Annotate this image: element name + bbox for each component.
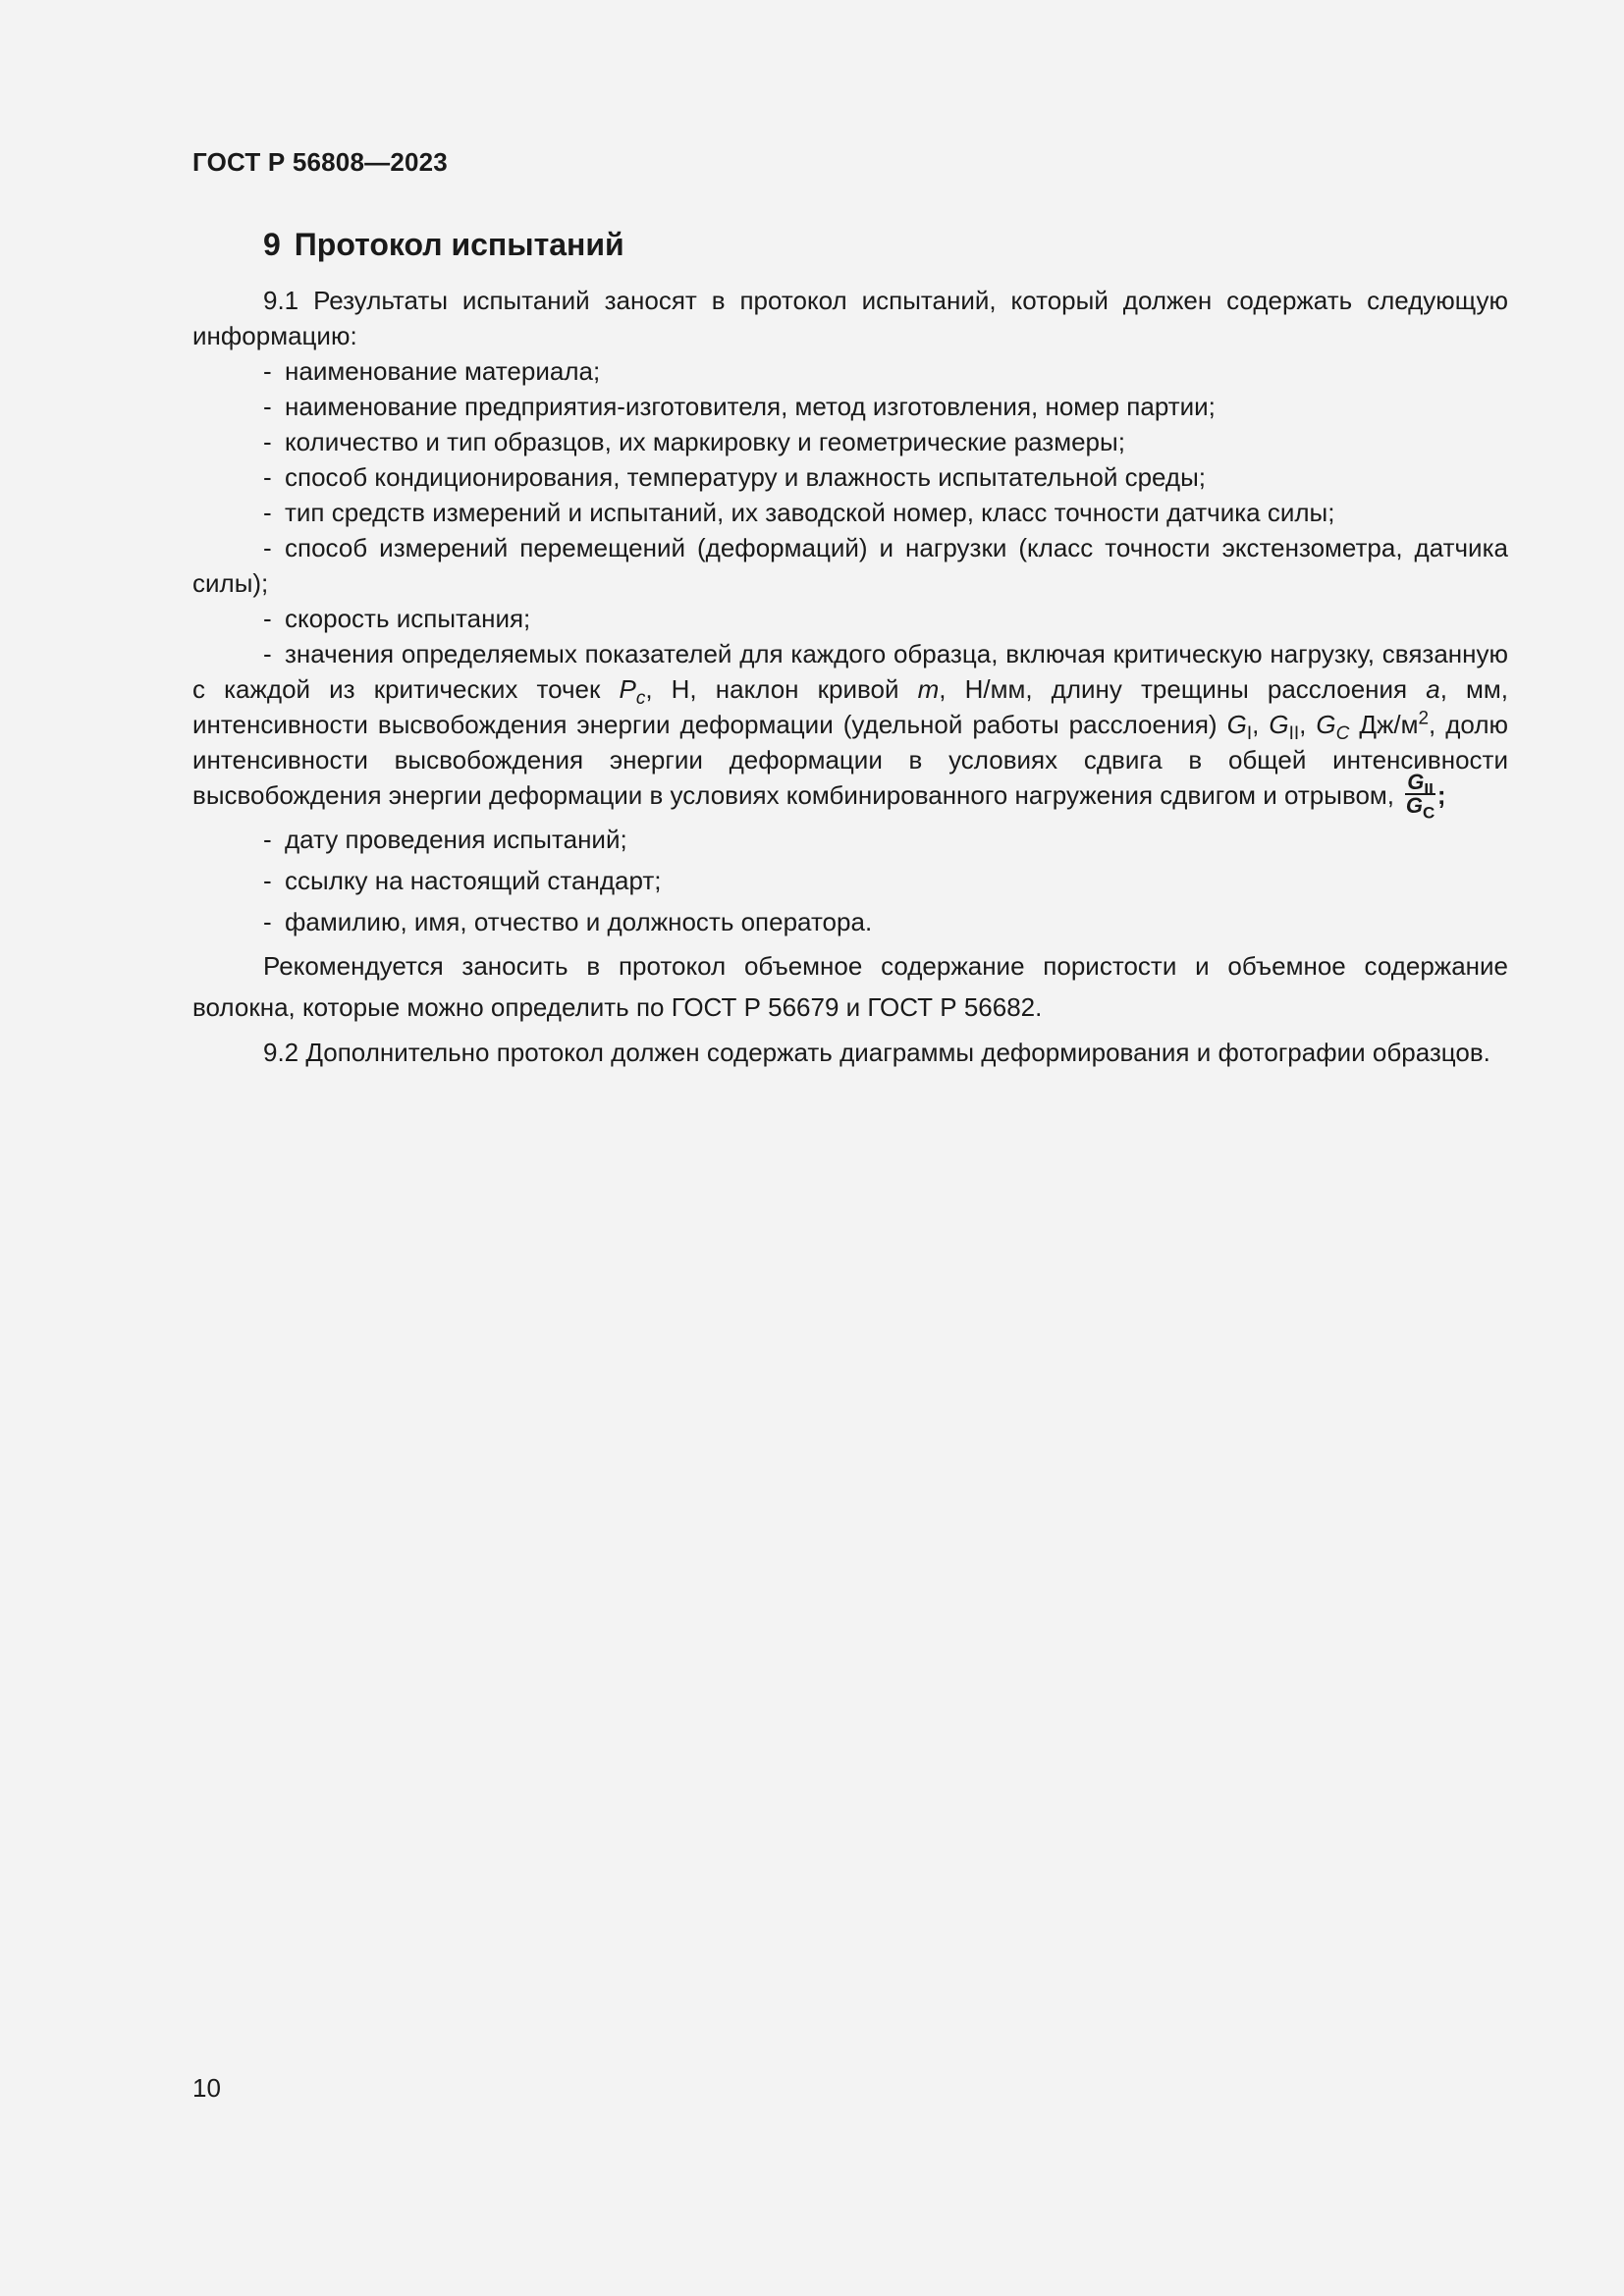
recommendation-paragraph: Рекомендуется заносить в протокол объемное содержание пористости и объемное содержание волокна, которые можно определить по ГОСТ Р 56679 и ГОСТ Р 56682. <box>192 951 1508 1023</box>
list-dash: - <box>263 392 272 421</box>
list-item: - способ измерений перемещений (деформаций) и нагрузки (класс точности экстензометра, датчика силы); <box>192 530 1508 601</box>
list-dash: - <box>263 866 272 896</box>
list-dash: - <box>263 825 272 855</box>
list-dash: - <box>263 498 272 527</box>
list-item: - количество и тип образцов, их маркировку и геометрические размеры; <box>192 424 1508 459</box>
list-dash: - <box>263 639 272 668</box>
list-item-values: - значения определяемых показателей для каждого образца, включая критическую нагрузку, связанную с каждой из критических точек $P_c$, Н, наклон кривой m, Н/мм, длину трещины расслоения a, мм, интенсивности высвобождения энергии деформации (удельной работы расслоения) $G_I$, $G_{II}$, $G_C$ $Дж/м^2$, долю интенсивности высвобождения энергии деформации в условиях сдвига в общей интенсивности высвобождения энергии деформации в условиях комбинированного нагружения сдвигом и отрывом, $\frac{G_{II}}{G_C}$ ; <box>192 636 1508 816</box>
list-item: - дату проведения испытаний; <box>192 822 1508 857</box>
list-dash: - <box>263 356 272 386</box>
section-title: Протокол испытаний <box>294 227 624 262</box>
section-number: 9 <box>263 227 281 262</box>
list-item: - тип средств измерений и испытаний, их заводской номер, класс точности датчика силы; <box>192 495 1508 530</box>
list-item: - скорость испытания; <box>192 601 1508 636</box>
list-item: - наименование материала; <box>192 353 1508 389</box>
list-dash: - <box>263 533 272 562</box>
list-dash: - <box>263 462 272 492</box>
list-dash: - <box>263 907 272 937</box>
paragraph-9-2: 9.2 Дополнительно протокол должен содержать диаграммы деформирования и фотографии образцов. <box>263 1038 1490 1068</box>
page-number: 10 <box>192 2073 221 2103</box>
list-dash: - <box>263 427 272 456</box>
fraction-gii-over-gc: $\frac{G_{II}}{G_C}$ <box>1405 770 1435 823</box>
document-code-header: ГОСТ Р 56808—2023 <box>192 147 448 177</box>
page-content <box>192 224 1508 1073</box>
paragraph-9-1: 9.1 Результаты испытаний заносят в протокол испытаний, который должен содержать следующую информацию: <box>192 286 1508 350</box>
list-item: - способ кондиционирования, температуру и влажность испытательной среды; <box>192 459 1508 495</box>
list-item: - фамилию, имя, отчество и должность оператора. <box>192 904 1508 939</box>
list-item: - ссылку на настоящий стандарт; <box>192 863 1508 898</box>
section-heading <box>263 224 1508 265</box>
list-item: - наименование предприятия-изготовителя, метод изготовления, номер партии; <box>192 389 1508 424</box>
list-dash: - <box>263 604 272 633</box>
